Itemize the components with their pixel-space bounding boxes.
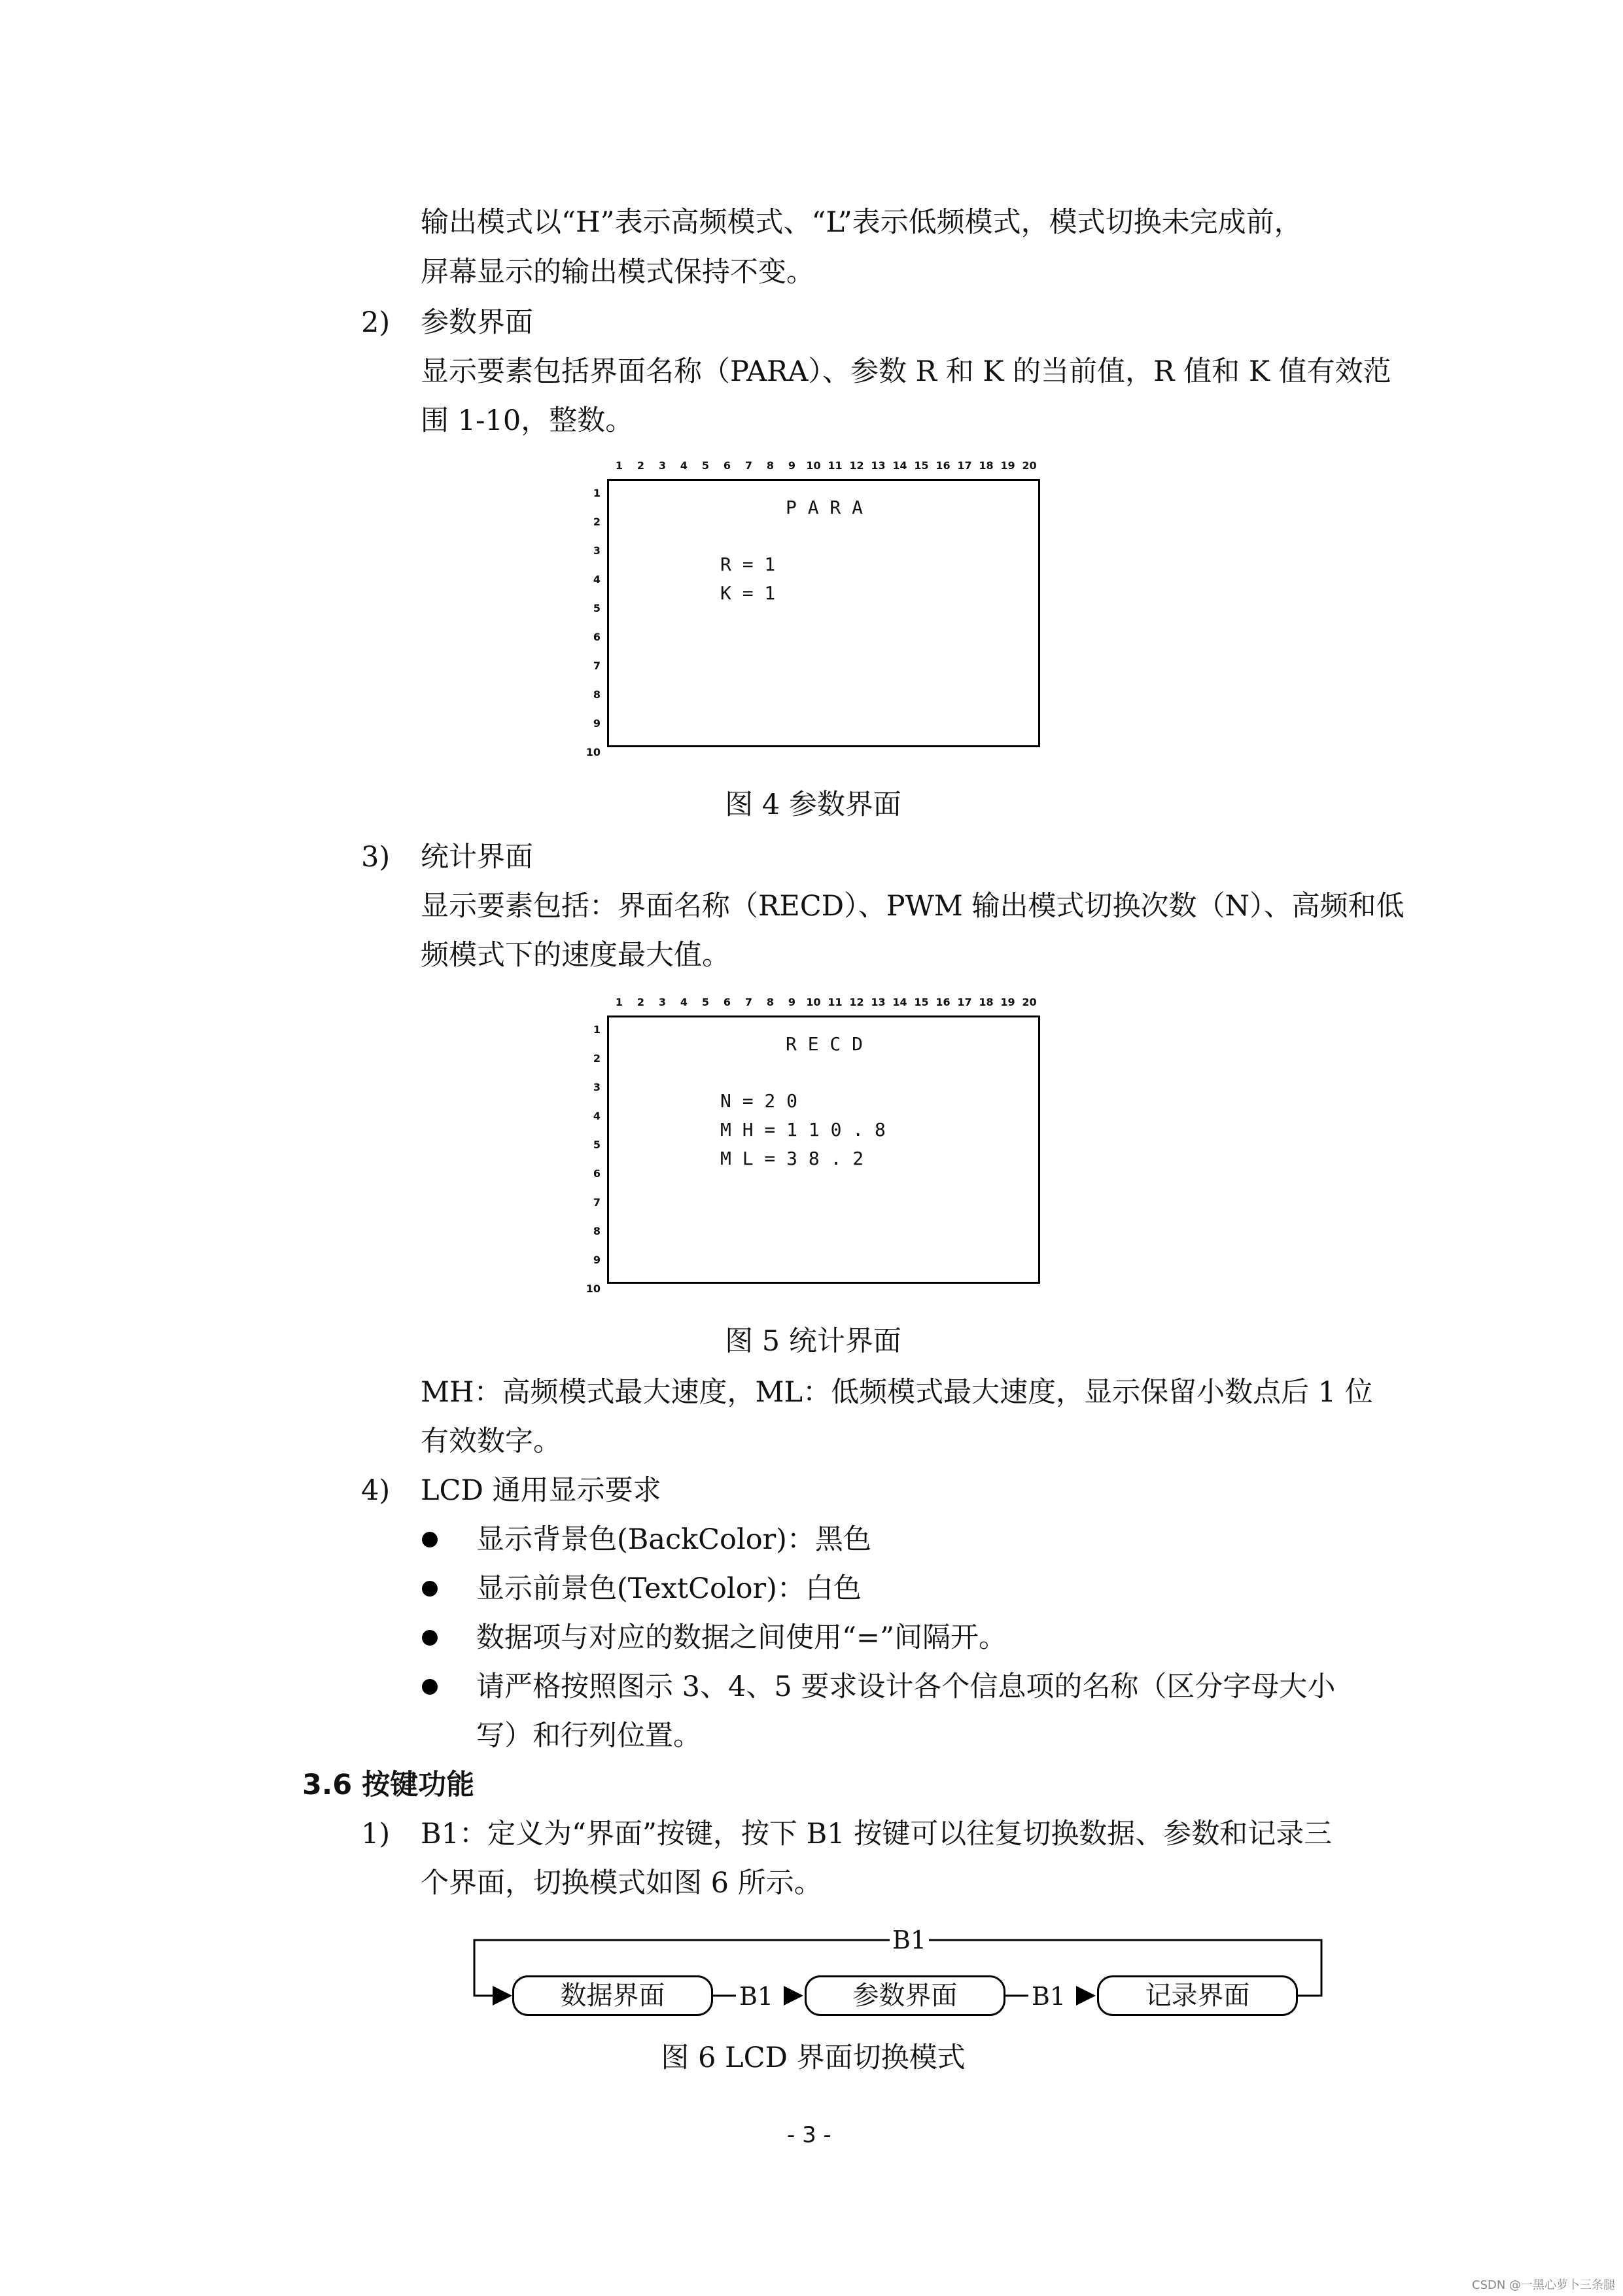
- column-index: 8: [766, 996, 775, 1008]
- arrow-2-label: B1: [1032, 1982, 1066, 2011]
- bullet-4-text-line-1: 请严格按照图示 3、4、5 要求设计各个信息项的名称（区分字母大小: [476, 1670, 1336, 1703]
- row-index: 6: [593, 1167, 601, 1180]
- section-2-line-1: 显示要素包括界面名称（PARA）、参数 R 和 K 的当前值，R 值和 K 值有效范: [421, 355, 1391, 388]
- column-index: 20: [1022, 996, 1037, 1008]
- column-index: 6: [723, 996, 731, 1008]
- bullet-3-text: 数据项与对应的数据之间使用“=”间隔开。: [476, 1621, 1007, 1654]
- column-index: 13: [871, 459, 886, 472]
- column-index: 11: [828, 459, 843, 472]
- row-index: 5: [593, 602, 601, 614]
- row-index: 6: [593, 631, 601, 643]
- column-index: 10: [806, 996, 821, 1008]
- section-3-line-1: 显示要素包括：界面名称（RECD）、PWM 输出模式切换次数（N）、高频和低: [421, 890, 1405, 923]
- section-4-title: LCD 通用显示要求: [421, 1474, 661, 1507]
- section-2-title: 参数界面: [421, 306, 533, 339]
- column-index: 7: [744, 459, 753, 472]
- flow-box-data: 数据界面: [512, 1975, 713, 2016]
- row-index: 8: [593, 1225, 601, 1237]
- row-index: 2: [593, 1052, 601, 1065]
- column-index: 12: [849, 459, 864, 472]
- column-index: 8: [766, 459, 775, 472]
- row-index: 8: [593, 688, 601, 701]
- intro-line-1: 输出模式以“H”表示高频模式、“L”表示低频模式，模式切换未完成前，: [421, 206, 1302, 239]
- row-index: 7: [593, 1196, 601, 1209]
- column-index: 17: [957, 459, 972, 472]
- column-index: 7: [744, 996, 753, 1008]
- column-index: 15: [914, 996, 929, 1008]
- lcd-screen-recd: [607, 1016, 1040, 1284]
- row-index: 9: [593, 717, 601, 730]
- item-1-number: 1): [361, 1818, 391, 1850]
- intro-line-2: 屏幕显示的输出模式保持不变。: [421, 256, 814, 289]
- column-index: 2: [637, 996, 645, 1008]
- item-1-line-2: 个界面，切换模式如图 6 所示。: [421, 1867, 822, 1899]
- column-index: 19: [1000, 996, 1015, 1008]
- column-index: 9: [788, 459, 796, 472]
- bullet-icon: [422, 1532, 438, 1547]
- column-index: 18: [979, 996, 994, 1008]
- column-index: 3: [658, 996, 667, 1008]
- column-index: 12: [849, 996, 864, 1008]
- figure-6-flow: [471, 1920, 1335, 2025]
- column-index: 6: [723, 459, 731, 472]
- column-index: 3: [658, 459, 667, 472]
- lcd-r-value: R = 1: [720, 554, 776, 575]
- watermark: CSDN @一黑心萝卜三条腿: [1472, 2278, 1616, 2292]
- column-index: 20: [1022, 459, 1037, 472]
- figure-4-lcd: [585, 459, 1065, 773]
- row-index: 3: [593, 544, 601, 557]
- lcd-ml-value: M L = 3 8 . 2: [720, 1148, 864, 1169]
- column-index: 1: [615, 459, 623, 472]
- section-4-number: 4): [361, 1474, 391, 1507]
- column-index: 4: [680, 996, 688, 1008]
- column-index: 16: [935, 459, 951, 472]
- figure-6-caption: 图 6 LCD 界面切换模式: [661, 2041, 966, 2074]
- bullet-icon: [422, 1581, 438, 1597]
- column-index: 11: [828, 996, 843, 1008]
- column-index: 10: [806, 459, 821, 472]
- column-index: 16: [935, 996, 951, 1008]
- lcd-k-value: K = 1: [720, 582, 776, 604]
- column-index: 14: [892, 459, 907, 472]
- page-number: - 3 -: [787, 2122, 831, 2148]
- flow-box-recd: 记录界面: [1097, 1975, 1298, 2016]
- section-3-6-heading: 3.6 按键功能: [302, 1769, 475, 1801]
- section-2-line-2: 围 1-10，整数。: [421, 404, 634, 437]
- column-index: 17: [957, 996, 972, 1008]
- column-index: 18: [979, 459, 994, 472]
- item-1-line-1: B1：定义为“界面”按键，按下 B1 按键可以往复切换数据、参数和记录三: [421, 1818, 1333, 1850]
- figure-5-caption: 图 5 统计界面: [725, 1325, 901, 1358]
- section-3-line-2: 频模式下的速度最大值。: [421, 939, 730, 972]
- bullet-2-text: 显示前景色(TextColor)：白色: [476, 1572, 862, 1605]
- lcd-n-value: N = 2 0: [720, 1090, 798, 1112]
- note-line-2: 有效数字。: [421, 1425, 561, 1458]
- column-index: 1: [615, 996, 623, 1008]
- column-index: 2: [637, 459, 645, 472]
- column-index: 13: [871, 996, 886, 1008]
- lcd-title: P A R A: [786, 497, 864, 518]
- bullet-icon: [422, 1630, 438, 1646]
- bullet-1-text: 显示背景色(BackColor)：黑色: [476, 1523, 871, 1556]
- section-2-number: 2): [361, 306, 391, 339]
- section-3-number: 3): [361, 841, 391, 874]
- row-index: 2: [593, 516, 601, 528]
- lcd-mh-value: M H = 1 1 0 . 8: [720, 1119, 886, 1140]
- row-index: 3: [593, 1081, 601, 1093]
- note-line-1: MH：高频模式最大速度，ML：低频模式最大速度，显示保留小数点后 1 位: [421, 1376, 1373, 1409]
- lcd-title: R E C D: [786, 1033, 864, 1055]
- bullet-icon: [422, 1679, 438, 1695]
- row-index: 4: [593, 1110, 601, 1122]
- figure-5-lcd: [585, 996, 1065, 1310]
- row-index: 1: [593, 1023, 601, 1036]
- row-index: 10: [585, 1282, 601, 1295]
- flow-box-para: 参数界面: [805, 1975, 1005, 2016]
- section-3-title: 统计界面: [421, 841, 533, 874]
- column-index: 4: [680, 459, 688, 472]
- loop-label: B1: [890, 1926, 929, 1954]
- column-index: 15: [914, 459, 929, 472]
- row-index: 7: [593, 660, 601, 672]
- arrow-1-label: B1: [739, 1982, 774, 2011]
- row-index: 5: [593, 1139, 601, 1151]
- figure-4-caption: 图 4 参数界面: [725, 788, 901, 821]
- column-index: 5: [701, 996, 710, 1008]
- row-index: 4: [593, 573, 601, 586]
- lcd-screen-para: [607, 479, 1040, 747]
- column-index: 5: [701, 459, 710, 472]
- column-index: 19: [1000, 459, 1015, 472]
- row-index: 9: [593, 1254, 601, 1266]
- row-index: 1: [593, 487, 601, 499]
- row-index: 10: [585, 746, 601, 758]
- column-index: 9: [788, 996, 796, 1008]
- bullet-4-text-line-2: 写）和行列位置。: [476, 1720, 701, 1752]
- column-index: 14: [892, 996, 907, 1008]
